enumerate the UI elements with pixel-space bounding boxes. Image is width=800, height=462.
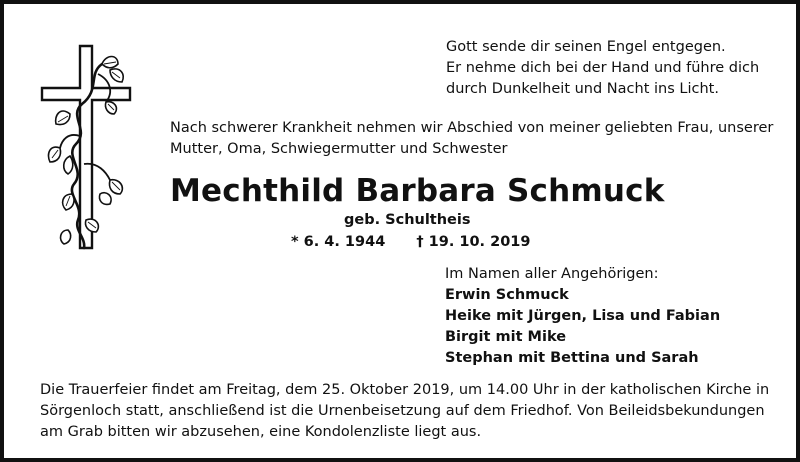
funeral-details [40,380,769,443]
family-lead: Im Namen aller Angehörigen: [445,266,659,282]
birth-date: * 6. 4. 1944 [291,234,386,250]
family-member: Erwin Schmuck [445,287,569,303]
funeral-line: Sörgenloch statt, anschließend ist die Urnenbeisetzung auf dem Friedhof. Von Beileidsbekundungen [40,403,765,419]
intro-line: Nach schwerer Krankheit nehmen wir Abschied von meiner geliebten Frau, unserer [170,120,774,136]
family-member: Stephan mit Bettina und Sarah [445,350,699,366]
family-member: Birgit mit Mike [445,329,567,345]
birth-name: geb. Schultheis [344,212,471,228]
poem-verse [446,37,759,100]
cross-with-ivy-icon [40,44,132,250]
poem-line: durch Dunkelheit und Nacht ins Licht. [446,81,719,97]
poem-line: Er nehme dich bei der Hand und führe dich [446,60,760,76]
death-date: † 19. 10. 2019 [416,234,531,250]
family-member: Heike mit Jürgen, Lisa und Fabian [445,308,721,324]
funeral-line: am Grab bitten wir abzusehen, eine Kondolenzliste liegt aus. [40,424,482,440]
life-dates [291,232,530,252]
intro-text [170,118,773,160]
deceased-name: Mechthild Barbara Schmuck [170,173,665,209]
funeral-line: Die Trauerfeier findet am Freitag, dem 25. Oktober 2019, um 14.00 Uhr in der katholischen Kirche in [40,382,770,398]
family-signature [445,264,720,369]
intro-line: Mutter, Oma, Schwiegermutter und Schwester [170,141,508,157]
poem-line: Gott sende dir seinen Engel entgegen. [446,39,726,55]
